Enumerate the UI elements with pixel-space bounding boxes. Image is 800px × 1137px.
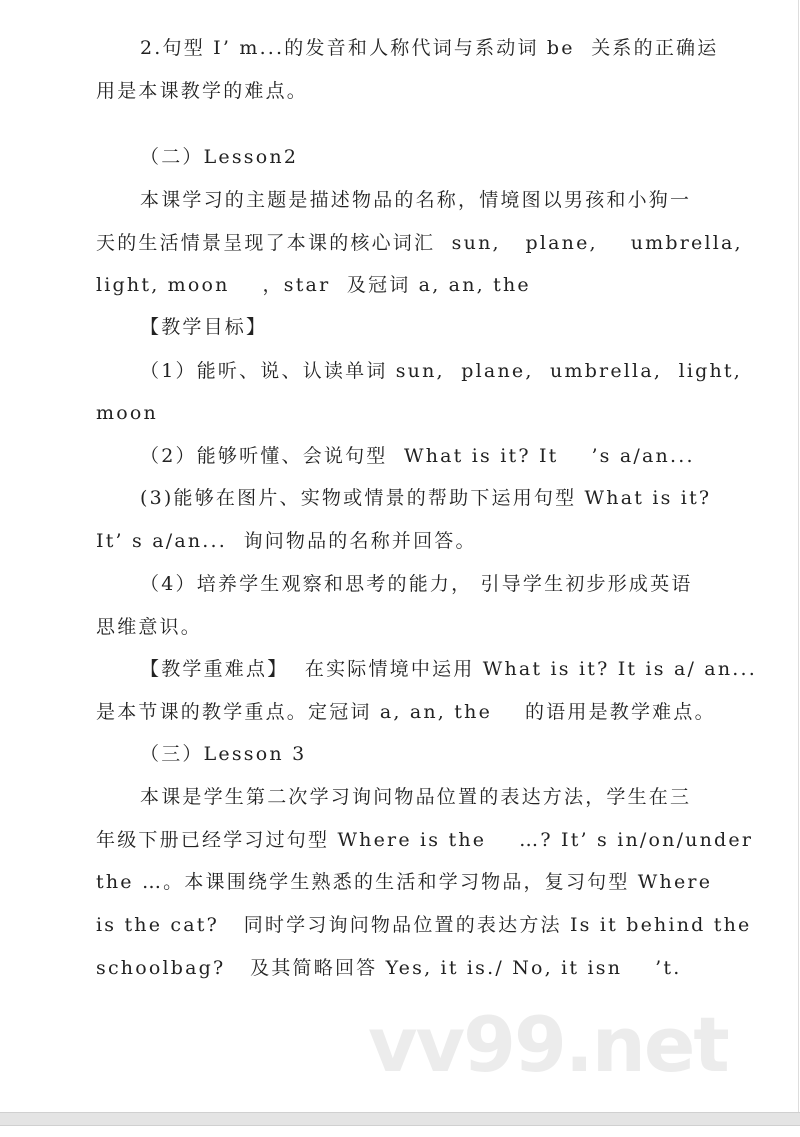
- text-line: 本课是学生第二次学习询问物品位置的表达方法，学生在三: [140, 786, 692, 808]
- text-line: It’ s a/an... 询问物品的名称并回答。: [96, 530, 477, 552]
- text-line: （1）能听、说、认读单词 sun, plane, umbrella, light,: [140, 360, 743, 382]
- text-line: 思维意识。: [96, 616, 203, 638]
- text-line: 是本节课的教学重点。定冠词 a, an, the 的语用是教学难点。: [96, 701, 716, 723]
- text-line: 本课学习的主题是描述物品的名称，情境图以男孩和小狗一: [140, 189, 692, 211]
- text-line: （2）能够听懂、会说句型 What is it? It ’s a/an...: [140, 445, 695, 467]
- text-line: （二）Lesson2: [140, 146, 299, 168]
- text-line: 【教学目标】: [140, 316, 268, 338]
- text-line: the …。本课围绕学生熟悉的生活和学习物品，复习句型 Where: [96, 871, 713, 893]
- text-line: is the cat? 同时学习询问物品位置的表达方法 Is it behind the: [96, 914, 752, 936]
- text-line: light, moon ，star 及冠词 a, an, the: [96, 274, 531, 296]
- page-separator: [0, 1112, 800, 1126]
- text-line: (3)能够在图片、实物或情景的帮助下运用句型 What is it?: [140, 487, 712, 509]
- text-line: 年级下册已经学习过句型 Where is the …? It’ s in/on/under: [96, 829, 754, 851]
- text-line: 2.句型 I’ m...的发音和人称代词与系动词 be 关系的正确运: [140, 37, 719, 59]
- text-line: 用是本课教学的难点。: [96, 80, 309, 102]
- text-line: （4）培养学生观察和思考的能力， 引导学生初步形成英语: [140, 573, 693, 595]
- text-line: 【教学重难点】 在实际情境中运用 What is it? It is a/ an...: [140, 658, 757, 680]
- text-line: moon: [96, 402, 158, 424]
- text-line: （三）Lesson 3: [140, 743, 307, 765]
- text-line: 天的生活情景呈现了本课的核心词汇 sun, plane, umbrella,: [96, 232, 743, 254]
- text-line: schoolbag? 及其简略回答 Yes, it is./ No, it isn ’t.: [96, 957, 682, 979]
- watermark: vv99.net: [368, 1000, 728, 1089]
